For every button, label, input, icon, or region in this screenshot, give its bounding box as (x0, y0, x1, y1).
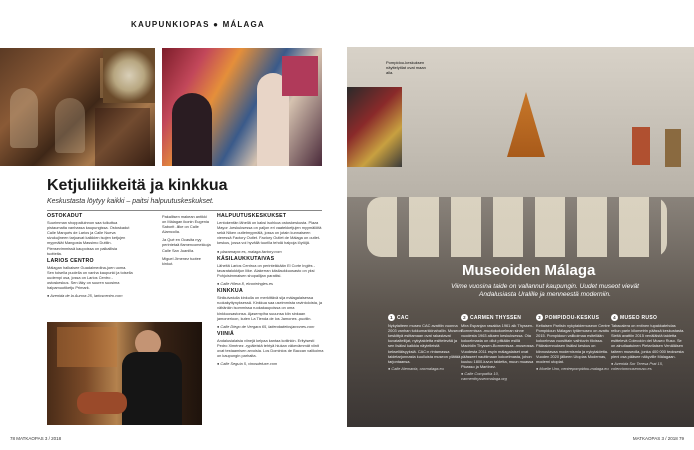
section-text: Läheltä Larios Centroa on perinteikkään El Corte Inglés -tavaratalokktjun liike. Alakerran käsilaukkuosasto on yksi Pohjoisimmaisen shopailijan paratiisi. (217, 262, 315, 278)
divider (47, 210, 322, 211)
museum-name: POMPIDOU-KESKUS (545, 315, 600, 321)
museum-text: Mira Espanjan rasakka 1961 alk Thyssen-Bornemisza -muotokokoelman sinne vuodesta 1963 alkaen keskuksessa. Ota kokoelmasta on ollut pitkään esillä Madridin Thyssen-Bornemisza -museossa. Vuodesta 2011 esyin málagalaiset ovat päässeet nauttimaan kokoelmasta, johon kuuluu 1800-luvun taidetta, muun muassa Picasso ja Martínez. (461, 323, 535, 369)
left-folio: 78 MATKAOPAS 3 / 2018 (10, 436, 62, 441)
museum-cac (388, 314, 463, 371)
section-location: ● Calle Diego de Vergara 65, latiendadelosjamones.com (217, 323, 315, 329)
caption-item: Ja Qué en Ocasita nyy perintetaä flamencomekkoja Calle San Juanilla. (162, 237, 211, 253)
section-heading: KINKKUA (217, 288, 244, 295)
section-location: ● Calle Hilera 8, elcorteingles.es (217, 281, 273, 287)
section-location: ● plazamayor.es, malaga-factory.com (217, 248, 282, 254)
number-badge: 2 (461, 314, 468, 321)
museum-location: ● Calle Compañía 10, carmenthyssenmalaga.org (461, 370, 507, 382)
museum-photo-caption: Pompidou-keskuksen näyttelytilat ovat maan alla. (386, 60, 426, 75)
ham-carver-photo (47, 322, 202, 425)
caption-item: Miguel Jimenez tuotee kinkut. (162, 255, 201, 266)
right-folio: MATKAOPAS 3 / 2018 79 (632, 436, 684, 441)
museum-ruso (611, 314, 686, 371)
caption-item: Pakallisen makean antikki on Málagan ikonin Eugenia Saborit -liike on Calle Alamcolla. (162, 214, 209, 235)
number-badge: 3 (536, 314, 543, 321)
shopping-column-3 (217, 214, 324, 369)
section-location: ● Calle Seguía 5, vinosdeluxe.com (217, 361, 278, 367)
section-heading: KÄSILAUKKUTAIVAS (217, 255, 275, 262)
museum-carmen-thyssen (461, 314, 536, 381)
museum-name: MUSEO RUSO (620, 315, 658, 321)
section-text: Málagan halkaisee Guadalmedina-joen uoma. Sen toisella puolella on vanha kaupunki ja toisella uudempi osa, jossa on Larios Centro -ostoskeskus. Sen läky on suuren suosima halpamuotiketju Primark. (47, 264, 133, 291)
museum-location: ● Avenida Sor Teresa Prat 15, coleccionmuseoruso.es (611, 360, 663, 371)
museum-text: Keltaisen Pariisin nykytaidemuseon Centre Pompidoun Málagan tytärmuseo on avattu 2015. Pompidoun valikoimaa esitellään kokoelmaa vuosittain vaihtuvin tiloissa. Päärakennuksen lisäksi keskus on kiinnostavaa modernismia ja nykytaidetta. Vuoden 2020 jälkeen Utopias Modernas, moderni utopiat. (536, 323, 610, 364)
section-text: Lentokentän lähellä on kaksi isohkoa ostoskeskusta. Plaza Mayor -keskuksessa on paljon eri vaatekketjujen myymälöitä sekä Niken outletmyymälä, jossa on jotain kunnaiseen vieressä Factory Outlet. Factory Outlet de Málaga on outlet-keskus, jossa voi hyvällä tuurilla tehdä halpoja löytöjä. (217, 220, 322, 246)
museums-subtitle: Viime vuosina taide on vallannut kaupungin. Uudet museot vievät Andalusiasta Uralille ja menneestä moderniin. (451, 283, 639, 298)
number-badge: 4 (611, 314, 618, 321)
museum-location: ● Muelle Uno, centrepompidou-malaga.eu (536, 365, 609, 371)
section-heading: HALPUUTUSKESKUKSET (217, 213, 287, 219)
museum-name: CAC (397, 315, 409, 321)
number-badge: 1 (388, 314, 395, 321)
photo-captions (162, 214, 212, 269)
page-headline: Ketjuliikkeitä ja kinkkua (47, 177, 228, 194)
section-kicker: KAUPUNKIOPAS ● MÁLAGA (131, 20, 265, 29)
section-text: Suurimman shoppailuinnon saa tuikuttua pistaumalta vanhassa kaupungissa. Ostoskadut Calle Marqués de Larios ja Calle Nueva sivukujineen tarjoavat kaikkien isojen ketjujen myymälät Mangosta Massimo Duttiin. Piensevimmissä kaupoissa on paikallisia tuotteita. (47, 220, 130, 256)
section-heading: OSTOKADUT (47, 213, 83, 219)
museum-text: Nykytaiteen museo CAC avattiin vuonna 2003 vanhan tukkumarkkinahallin. Museon keskittyä esittamaan ovat rakastavat kuvataiteilijat, nykytaidetta esittelevää ja sen lisäksi kaikkia näytelleistä kekseliäisyyksiä. CAC:n rintamassa taidetarjonnasta kuulluista museon yllätää tarjontaansa. (388, 323, 462, 364)
section-location: ● Avenida de la Aurora 25, larioscentro.com (47, 293, 123, 299)
museum-text: Tabacalera on entinen tupakkatehdas reilun parin kilometrin päässä keskustasta. Sieltä avattiin 2015 venäläistä taidetta esittelevä Colección del Museo Ruso. Se on ainutlaatuinen Pietarilaisen Venäläisen taiteen museolla, jonka 400 000 teoksesta pieni osa pääsee näkyville Málagaan. (611, 323, 685, 359)
page-subhead: Keskustasta löytyy kaikki – paitsi halpuutuskeskukset. (47, 198, 214, 205)
museums-title: Museoiden Málaga (462, 262, 596, 279)
shopping-column-1 (47, 214, 133, 301)
section-heading: VIINIÄ (217, 330, 235, 337)
section-heading: LARIOS CENTRO (47, 257, 94, 264)
museum-name: CARMEN THYSSEN (470, 315, 522, 321)
section-text: Andalusialaisia viinejä kelpaa kantaa kotiinkin. Erityisesti Pedro Ximénez -rypäleistä tehtyä hiukan väkevämmät viinit ovat testaamisen arvoisia. Los Dominios de Baccan valikoima on kaupungin parhaita. (217, 337, 324, 359)
shop-clock-photo (103, 48, 155, 103)
museum-location: ● Calle Alemania, cacmalaga.eu (388, 365, 444, 371)
museum-pompidou (536, 314, 611, 371)
flamenco-shop-photo (162, 48, 322, 166)
section-text: Sinikuivatulla kinkulla on merkittävä sija málagalaisessa ruokakyttynyksessä. Kinkkua saa useimmista ravintoloista, ja vähänkin isommissa ruokakaupoissa on oma kinkkuosastonsa. Ajasempiha suuunsa kiin sinkaan jamonerioon, kuten La Tienda de los Jamones -puotiin. (217, 295, 323, 321)
